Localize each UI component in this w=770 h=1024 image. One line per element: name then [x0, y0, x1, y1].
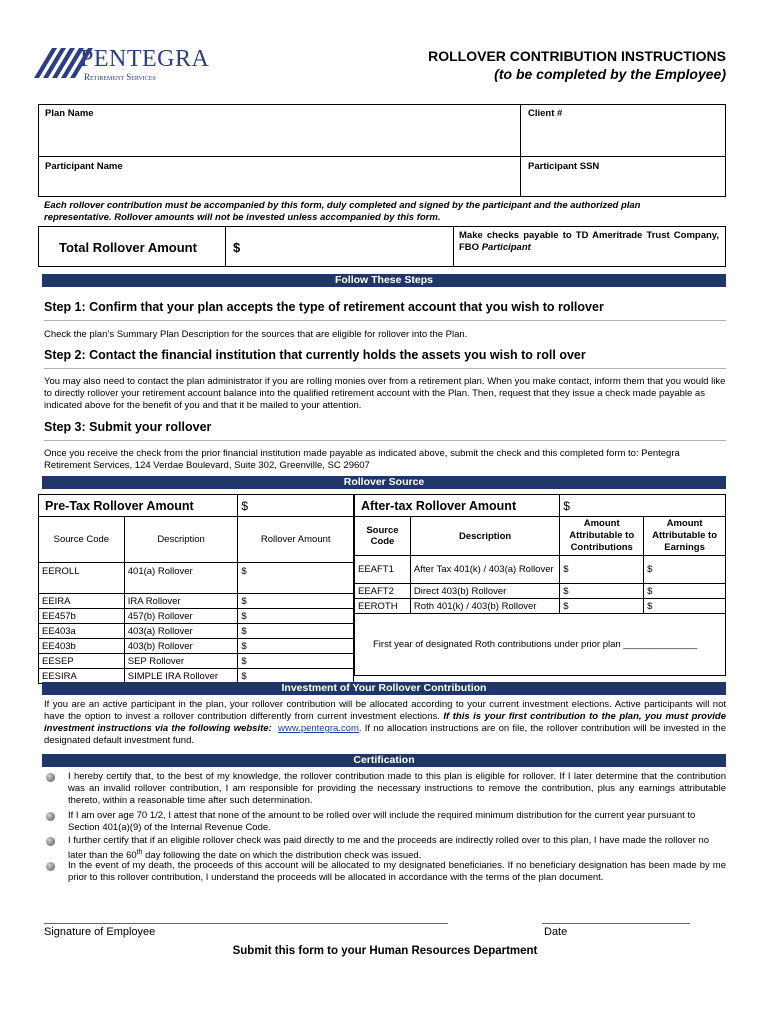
amount-input[interactable]: $: [238, 609, 354, 624]
date-line[interactable]: [542, 923, 690, 924]
checks-payable-note: [459, 230, 719, 254]
table-row: [355, 584, 726, 599]
source-code: EEAFT1: [355, 556, 411, 584]
pretax-title: Pre-Tax Rollover Amount: [39, 495, 238, 517]
bullet-icon: [46, 837, 55, 846]
investment-text-1: If you are an active participant in the plan, your rollover contribution will be allocated according to your current investment elections. Active participants will not have the option to invest a rollover contribution differently from current investment elections.: [44, 699, 726, 722]
source-code: EESIRA: [39, 669, 125, 684]
table-row: [355, 556, 726, 584]
description: IRA Rollover: [124, 594, 238, 609]
description: SIMPLE IRA Rollover: [124, 669, 238, 684]
pentegra-link[interactable]: www.pentegra.com: [278, 723, 359, 734]
step-2-title: Step 2: Contact the financial institution that currently holds the assets you wish to roll over: [44, 348, 586, 362]
form-title: ROLLOVER CONTRIBUTION INSTRUCTIONS: [428, 48, 726, 64]
table-row: [39, 639, 354, 654]
table-row: [39, 609, 354, 624]
pretax-amount-input[interactable]: $: [238, 495, 354, 517]
logo-name: PENTEGRA: [80, 46, 210, 72]
signature-line[interactable]: [44, 923, 448, 924]
table-row: [355, 599, 726, 614]
logo-subtitle: Retirement Services: [84, 72, 156, 82]
cert-item-1: I hereby certify that, to the best of my knowledge, the rollover contribution made to this plan is eligible for rollover. If I later determine that the contribution was an invalid rollover contribution, I am responsible for providing the necessary instructions to remove the contribution, plus any earnings attributable thereto, within a reasonable time after such determination.: [68, 771, 726, 806]
contributions-input[interactable]: $: [560, 556, 644, 584]
header-source-code: Source Code: [355, 517, 411, 556]
divider: [44, 440, 726, 441]
header-source-code: Source Code: [39, 517, 125, 563]
signature-label: Signature of Employee: [44, 926, 156, 938]
bullet-icon: [46, 773, 55, 782]
pentegra-logo: [34, 44, 234, 84]
notice-text: Each rollover contribution must be accompanied by this form, duly completed and signed by the participant and the authorized plan representative. Rollover amounts will not be invested unless accompanied by this form.: [44, 200, 641, 223]
pretax-table: [38, 494, 354, 684]
table-row: [39, 654, 354, 669]
source-code: EE403a: [39, 624, 125, 639]
amount-input[interactable]: $: [238, 594, 354, 609]
step-2-text: You may also need to contact the plan administrator if you are rolling monies over from a retirement plan. When you make contact, inform them that you would like to directly rollover your retirement account balance into the qualified retirement account with the Plan. Then, request that they issue a check made payable as indicated above for the benefit of you and that it be mailed to your attention.: [44, 376, 726, 411]
amount-input[interactable]: $: [238, 654, 354, 669]
form-subtitle: (to be completed by the Employee): [494, 66, 726, 82]
aftertax-title: After-tax Rollover Amount: [355, 495, 560, 517]
amount-input[interactable]: $: [238, 624, 354, 639]
roth-first-year-field[interactable]: First year of designated Roth contributions under prior plan ______________: [355, 614, 726, 676]
amount-input[interactable]: $: [238, 563, 354, 594]
contributions-input[interactable]: $: [560, 599, 644, 614]
divider: [44, 368, 726, 369]
header-earnings: Amount Attributable to Earnings: [644, 517, 726, 556]
aftertax-amount-input[interactable]: $: [560, 495, 726, 517]
bullet-icon: [46, 862, 55, 871]
description: 403(b) Rollover: [124, 639, 238, 654]
investment-text: [44, 699, 726, 747]
description: 401(a) Rollover: [124, 563, 238, 594]
description: Direct 403(b) Rollover: [410, 584, 559, 599]
source-code: EEIRA: [39, 594, 125, 609]
amount-input[interactable]: $: [238, 639, 354, 654]
source-code: EE403b: [39, 639, 125, 654]
earnings-input[interactable]: $: [644, 584, 726, 599]
investment-text-2: . If no allocation instructions are on file, the rollover contribution will be invested in the designated default investment fund.: [44, 723, 726, 746]
header-rollover-amount: Rollover Amount: [238, 517, 354, 563]
description: 403(a) Rollover: [124, 624, 238, 639]
source-code: EEROTH: [355, 599, 411, 614]
rollover-source-bar: Rollover Source: [42, 476, 726, 489]
investment-bar: Investment of Your Rollover Contribution: [42, 682, 726, 695]
cert-item-4: In the event of my death, the proceeds of this account will be allocated to my designated beneficiaries. If no beneficiary designation has been made by me prior to this rollover contribution, I understand the proceeds will be allocated in accordance with the terms of the plan document.: [68, 860, 726, 883]
header-description: Description: [410, 517, 559, 556]
amount-input[interactable]: $: [238, 669, 354, 684]
investment-bold-text: If this is your first contribution to the plan, you must provide investment instructions via the following website:: [44, 711, 726, 734]
table-row: [39, 563, 354, 594]
aftertax-table: [354, 494, 726, 676]
cert-item-3-post: day following the date on which the distribution check was issued.: [142, 850, 422, 862]
step-1-title: Step 1: Confirm that your plan accepts the type of retirement account that you wish to rollover: [44, 300, 604, 314]
table-row: [39, 624, 354, 639]
cert-item-3: [68, 835, 726, 862]
total-rollover-input[interactable]: $: [233, 240, 241, 255]
bullet-icon: [46, 812, 55, 821]
submit-instruction: Submit this form to your Human Resources Department: [232, 945, 538, 957]
plan-info-box: [38, 104, 726, 197]
total-rollover-label: Total Rollover Amount: [59, 240, 197, 255]
follow-steps-bar: Follow These Steps: [42, 274, 726, 287]
checks-payable-italic: Participant: [481, 242, 531, 253]
date-label: Date: [544, 926, 568, 938]
cert-item-3-sup: th: [136, 849, 143, 856]
checks-payable-text: Make checks payable to TD Ameritrade Trust Company, FBO: [459, 230, 719, 253]
contributions-input[interactable]: $: [560, 584, 644, 599]
header-description: Description: [124, 517, 238, 563]
divider: [44, 320, 726, 321]
source-code: EE457b: [39, 609, 125, 624]
participant-ssn-field[interactable]: Participant SSN: [528, 161, 600, 172]
source-code: EEROLL: [39, 563, 125, 594]
description: 457(b) Rollover: [124, 609, 238, 624]
earnings-input[interactable]: $: [644, 556, 726, 584]
source-code: EESEP: [39, 654, 125, 669]
step-3-title: Step 3: Submit your rollover: [44, 420, 212, 434]
table-row: [39, 594, 354, 609]
source-code: EEAFT2: [355, 584, 411, 599]
description: SEP Rollover: [124, 654, 238, 669]
description: Roth 401(k) / 403(b) Rollover: [410, 599, 559, 614]
earnings-input[interactable]: $: [644, 599, 726, 614]
cert-item-2: If I am over age 70 1/2, I attest that none of the amount to be rolled over will include the required minimum distribution for the current year pursuant to Section 401(a)(9) of the Internal Revenue Code.: [68, 810, 696, 833]
plan-name-field[interactable]: Plan Name: [45, 108, 94, 119]
participant-name-field[interactable]: Participant Name: [45, 161, 123, 172]
step-3-text: Once you receive the check from the prior financial institution made payable as indicated above, submit the check and this completed form to: Pentegra Retirement Services, 124 Verdae Boulevard, Suite 302, Greenville, SC 29607: [44, 448, 680, 471]
cert-item-3-pre: I further certify that if an eligible rollover check was paid directly to me and the proceeds are indirectly rolled over to this plan, I have made the rollover no later than the 60: [68, 835, 710, 862]
total-rollover-box: [38, 226, 726, 267]
client-number-field[interactable]: Client #: [528, 108, 563, 119]
description: After Tax 401(k) / 403(a) Rollover: [410, 556, 559, 584]
header-contributions: Amount Attributable to Contributions: [560, 517, 644, 556]
certification-bar: Certification: [42, 754, 726, 767]
step-1-text: Check the plan’s Summary Plan Description for the sources that are eligible for rollover into the Plan.: [44, 329, 468, 340]
